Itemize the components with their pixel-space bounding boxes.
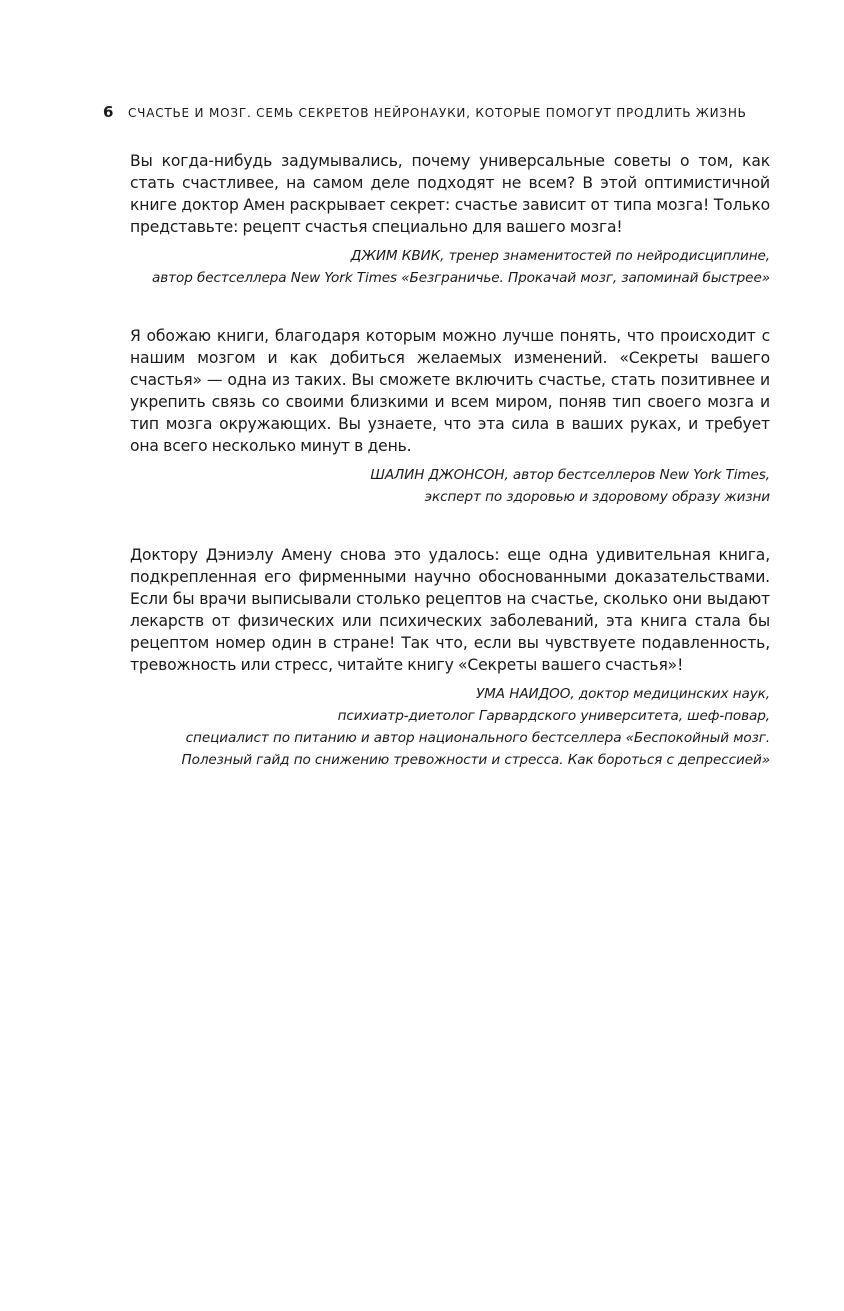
blurb-text: Доктору Дэниэлу Амену снова это удалось: еще одна удивительная книга, подкрепленная его фирменными научно обоснованными доказательствами. Если бы врачи выписывали столько рецептов на счастье, сколько они выдают лекарств от физических или психических заболеваний, эта книга стала бы рецептом номер один в стране! Так что, если вы чувствуете подавленность, тревожность или стресс, читайте книгу «Секреты вашего счастья»!: [130, 546, 770, 674]
running-title: СЧАСТЬЕ И МОЗГ. СЕМЬ СЕКРЕТОВ НЕЙРОНАУКИ, КОТОРЫЕ ПОМОГУТ ПРОДЛИТЬ ЖИЗНЬ: [128, 106, 747, 120]
blurb-attribution: [130, 464, 770, 508]
attribution-line: специалист по питанию и автор национального бестселлера «Беспокойный мозг.: [185, 730, 770, 746]
running-head: [103, 103, 783, 121]
attribution-line: УМА НАИДОО, доктор медицинских наук,: [475, 686, 770, 702]
blurb-text: Вы когда-нибудь задумывались, почему универсальные советы о том, как стать счастливее, на самом деле подходят не всем? В этой оптимистичной книге доктор Амен раскрывает секрет: счастье зависит от типа мозга! Только представьте: рецепт счастья специально для вашего мозга!: [130, 152, 770, 236]
blurb-2: [130, 325, 770, 508]
attribution-line: автор бестселлера New York Times «Безграничье. Прокачай мозг, запоминай быстрее»: [152, 270, 770, 286]
blurb-attribution: [130, 245, 770, 289]
blurb-attribution: [130, 683, 770, 771]
blurb-3: [130, 544, 770, 771]
attribution-line: ДЖИМ КВИК, тренер знаменитостей по нейродисциплине,: [350, 248, 770, 264]
attribution-line: Полезный гайд по снижению тревожности и стресса. Как бороться с депрессией»: [181, 752, 770, 768]
page-content: [130, 150, 770, 807]
page-number: 6: [103, 103, 114, 121]
blurb-text: Я обожаю книги, благодаря которым можно лучше понять, что происходит с нашим мозгом и как добиться желаемых изменений. «Секреты вашего счастья» — одна из таких. Вы сможете включить счастье, стать позитивнее и укрепить связь со своими близкими и всем миром, поняв тип своего мозга и тип мозга окружающих. Вы узнаете, что эта сила в ваших руках, и требует она всего несколько минут в день.: [130, 327, 770, 455]
attribution-line: психиатр-диетолог Гарвардского университета, шеф-повар,: [337, 708, 770, 724]
attribution-line: эксперт по здоровью и здоровому образу жизни: [424, 489, 770, 505]
blurb-1: [130, 150, 770, 289]
attribution-line: ШАЛИН ДЖОНСОН, автор бестселлеров New York Times,: [370, 467, 770, 483]
